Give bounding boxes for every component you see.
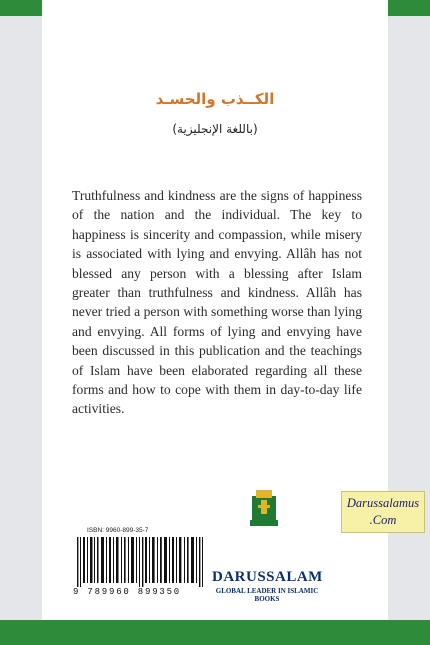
isbn-label: ISBN: 9960-899-35-7 [87,527,149,534]
watermark-line-1: Darussalamus [346,496,420,510]
barcode-block [73,527,213,605]
blurb-text: Truthfulness and kindness are the signs of happiness of the nation and the individual. The key to happiness is sincerity and compassion, while misery is associated with lying and envying. Allâh has not blessed any person with a blessing after Islam greater than truthfulness and kindness. Allâh has never tried a person with something worse than lying and envying. All forms of lying and envying have been discussed in this publication and the teachings of Islam have been elaborated regarding all these forms and how to cope with them in day-to-day life activities. [72,188,362,417]
watermark-label [341,491,425,533]
barcode-number: 9 789960 899350 [73,587,182,597]
watermark-line-2: .Com [369,513,397,527]
darussalam-logo-icon [250,488,278,528]
publisher-name: DARUSSALAM [212,569,323,585]
bottom-green-band [0,620,430,645]
cover-panel [42,0,388,620]
arabic-subtitle: (باللغة الإنجليزية) [172,122,258,136]
arabic-title: الكــذب والحسـد [155,90,275,108]
barcode-icon [73,537,213,587]
publisher-tagline: GLOBAL LEADER IN ISLAMIC BOOKS [215,587,319,603]
